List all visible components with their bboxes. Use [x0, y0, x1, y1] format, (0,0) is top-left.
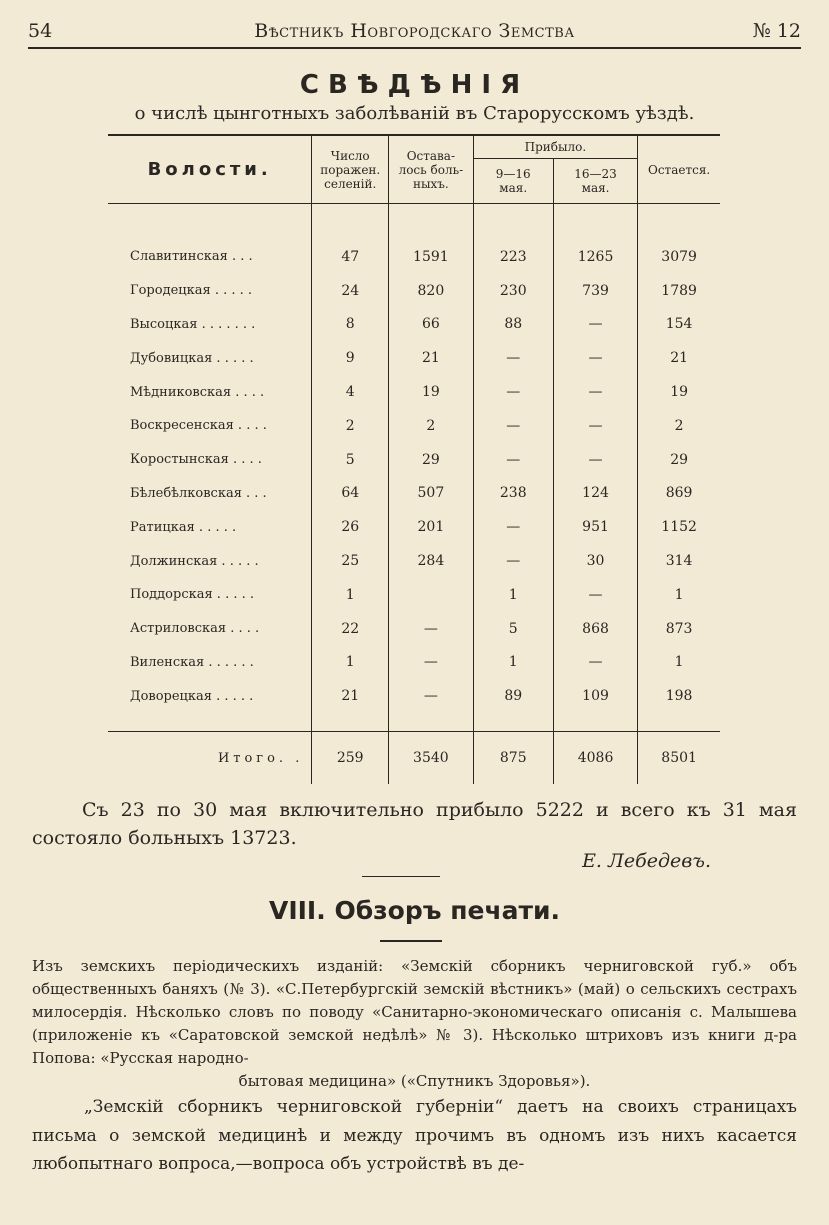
table-row [108, 443, 720, 477]
cell-p2: — [553, 578, 637, 612]
cell-villages: 25 [312, 544, 389, 578]
cell-p2: — [553, 409, 637, 443]
cell-p2: 1265 [553, 240, 637, 274]
total-remaining: 3540 [389, 732, 473, 785]
cell-villages: 2 [312, 409, 389, 443]
cell-p2: 951 [553, 510, 637, 544]
table-row [108, 510, 720, 544]
cell-villages: 5 [312, 443, 389, 477]
cell-remains: 1789 [638, 274, 720, 308]
cell-remaining: 2 [389, 409, 473, 443]
cell-p1: — [473, 544, 553, 578]
volost-name: Поддорская . . . . . [130, 587, 255, 603]
cell-remains: 198 [638, 679, 720, 713]
cell-p1: 230 [473, 274, 553, 308]
table-row [108, 375, 720, 409]
volost-name: Виленская . . . . . . [130, 654, 254, 670]
table-row [108, 308, 720, 342]
issue-number: № 12 [752, 20, 801, 42]
cell-villages: 4 [312, 375, 389, 409]
total-p1: 875 [473, 732, 553, 785]
header-villages-l3: селеній. [324, 176, 377, 191]
cell-remaining: 29 [389, 443, 473, 477]
scurvy-table [108, 134, 720, 784]
cell-p2: — [553, 443, 637, 477]
table-row [108, 274, 720, 308]
cell-remains: 29 [638, 443, 720, 477]
cell-remaining: — [389, 679, 473, 713]
cell-p2: 739 [553, 274, 637, 308]
volost-name: Ратицкая . . . . . [130, 519, 237, 535]
cell-remaining: 66 [389, 308, 473, 342]
cell-remains: 1152 [638, 510, 720, 544]
cell-p2: 30 [553, 544, 637, 578]
header-period2-l1: 16—23 [574, 167, 617, 181]
volost-name: Коростынская . . . . [130, 452, 262, 468]
signature: Е. Лебедевъ. [582, 850, 711, 872]
cell-remains: 873 [638, 612, 720, 646]
cell-villages: 8 [312, 308, 389, 342]
cell-remaining [389, 578, 473, 612]
cell-p1: — [473, 375, 553, 409]
cell-p1: — [473, 341, 553, 375]
total-villages: 259 [312, 732, 389, 785]
press-review-paragraph [32, 955, 797, 1093]
body-paragraph [32, 1093, 797, 1179]
section-title: VIII. Обзоръ печати. [268, 896, 560, 925]
cell-remains: 869 [638, 477, 720, 511]
table-row [108, 679, 720, 713]
summary-note [32, 796, 797, 852]
header-period1-l1: 9—16 [495, 167, 531, 181]
header-rule [28, 47, 801, 49]
header-period1-l2: мая. [499, 181, 528, 195]
section-rule [380, 940, 442, 942]
cell-remains: 21 [638, 341, 720, 375]
total-remains: 8501 [638, 732, 720, 785]
header-period-2 [553, 159, 637, 204]
cell-p1: 223 [473, 240, 553, 274]
cell-remaining: 21 [389, 341, 473, 375]
header-arrived: Прибыло. [473, 135, 638, 159]
press-review-last-line: бытовая медицина» («Спутникъ Здоровья»). [238, 1072, 591, 1090]
cell-p1: 88 [473, 308, 553, 342]
cell-p1: 89 [473, 679, 553, 713]
cell-p2: 868 [553, 612, 637, 646]
cell-villages: 22 [312, 612, 389, 646]
cell-p1: — [473, 409, 553, 443]
table-row [108, 646, 720, 680]
body-paragraph-text: „Земскій сборникъ черниговской губерніи“ даетъ на своихъ страницахъ письма о земской медицинѣ и между прочимъ въ одномъ изъ нихъ касается любопытнаго вопроса,—вопроса объ устройствѣ въ де- [32, 1097, 797, 1174]
cell-p2: — [553, 308, 637, 342]
cell-p1: 1 [473, 578, 553, 612]
header-period-1 [473, 159, 553, 204]
cell-remaining: — [389, 646, 473, 680]
cell-p1: 238 [473, 477, 553, 511]
cell-p2: — [553, 341, 637, 375]
table-subtitle: о числѣ цынготныхъ заболѣваній въ Старорусскомъ уѣздѣ. [134, 103, 695, 124]
volost-name: Воскресенская . . . . [130, 418, 267, 434]
header-remains: Остается. [638, 135, 720, 204]
volost-name: Славитинская . . . [130, 249, 253, 265]
cell-remains: 2 [638, 409, 720, 443]
cell-p2: 109 [553, 679, 637, 713]
cell-remains: 3079 [638, 240, 720, 274]
cell-remains: 1 [638, 646, 720, 680]
header-remaining-l2: лось боль- [398, 162, 464, 177]
cell-p2: 124 [553, 477, 637, 511]
table-row [108, 477, 720, 511]
cell-remains: 1 [638, 578, 720, 612]
header-volosti: Волости. [108, 135, 312, 204]
header-period2-l2: мая. [581, 181, 610, 195]
cell-remaining: 284 [389, 544, 473, 578]
cell-villages: 21 [312, 679, 389, 713]
cell-villages: 9 [312, 341, 389, 375]
total-row [108, 732, 720, 785]
volost-name: Мѣдниковская . . . . [130, 384, 265, 400]
page-number: 54 [28, 20, 53, 42]
cell-villages: 24 [312, 274, 389, 308]
volost-name: Должинская . . . . . [130, 553, 259, 569]
cell-remaining: 507 [389, 477, 473, 511]
total-label: Итого. . [108, 732, 312, 785]
cell-remains: 154 [638, 308, 720, 342]
volost-name: Бѣлебѣлковская . . . [130, 485, 267, 501]
volost-name: Городецкая . . . . . [130, 283, 253, 299]
table-row [108, 409, 720, 443]
cell-villages: 1 [312, 578, 389, 612]
cell-remaining: 19 [389, 375, 473, 409]
running-header [28, 20, 801, 46]
cell-p1: 1 [473, 646, 553, 680]
volost-name: Астриловская . . . . [130, 621, 260, 637]
cell-p2: — [553, 375, 637, 409]
header-villages-l2: поражен. [320, 162, 381, 177]
header-remaining-l3: ныхъ. [412, 176, 449, 191]
cell-remains: 19 [638, 375, 720, 409]
volost-name: Доворецкая . . . . . [130, 688, 254, 704]
table-row [108, 578, 720, 612]
table-row [108, 544, 720, 578]
summary-note-text: Съ 23 по 30 мая включительно прибыло 5222 и всего къ 31 мая состояло больныхъ 13723. [32, 799, 797, 849]
cell-villages: 26 [312, 510, 389, 544]
table-row [108, 612, 720, 646]
cell-villages: 1 [312, 646, 389, 680]
header-remaining-l1: Остава- [406, 148, 456, 163]
cell-remaining: — [389, 612, 473, 646]
cell-remaining: 1591 [389, 240, 473, 274]
table-row [108, 240, 720, 274]
separator [362, 876, 440, 877]
cell-villages: 64 [312, 477, 389, 511]
volost-name: Дубовицкая . . . . . [130, 350, 254, 366]
cell-remains: 314 [638, 544, 720, 578]
cell-p1: 5 [473, 612, 553, 646]
cell-villages: 47 [312, 240, 389, 274]
header-remaining-sick [389, 135, 473, 204]
journal-title: Вѣстникъ Новгородскаго Земства [254, 20, 575, 42]
header-villages [312, 135, 389, 204]
total-p2: 4086 [553, 732, 637, 785]
table-title: СВѢДѢНІЯ [299, 70, 530, 100]
cell-remaining: 201 [389, 510, 473, 544]
table-row [108, 341, 720, 375]
cell-p2: — [553, 646, 637, 680]
cell-p1: — [473, 510, 553, 544]
press-review-text: Изъ земскихъ періодическихъ изданій: «Земскій сборникъ черниговской губ.» объ общественныхъ баняхъ (№ 3). «С.Петербургскій земскій вѣстникъ» (май) о сельскихъ сестрахъ милосердія. Нѣсколько словъ по поводу «Санитарно-экономическаго описанія с. Малышева (приложеніе къ «Саратовской земской недѣлѣ» № 3). Нѣсколько штриховъ изъ книги д-ра Попова: «Русская народно- [32, 957, 797, 1067]
cell-remaining: 820 [389, 274, 473, 308]
cell-p1: — [473, 443, 553, 477]
volost-name: Высоцкая . . . . . . . [130, 316, 256, 332]
header-villages-l1: Число [330, 148, 370, 163]
